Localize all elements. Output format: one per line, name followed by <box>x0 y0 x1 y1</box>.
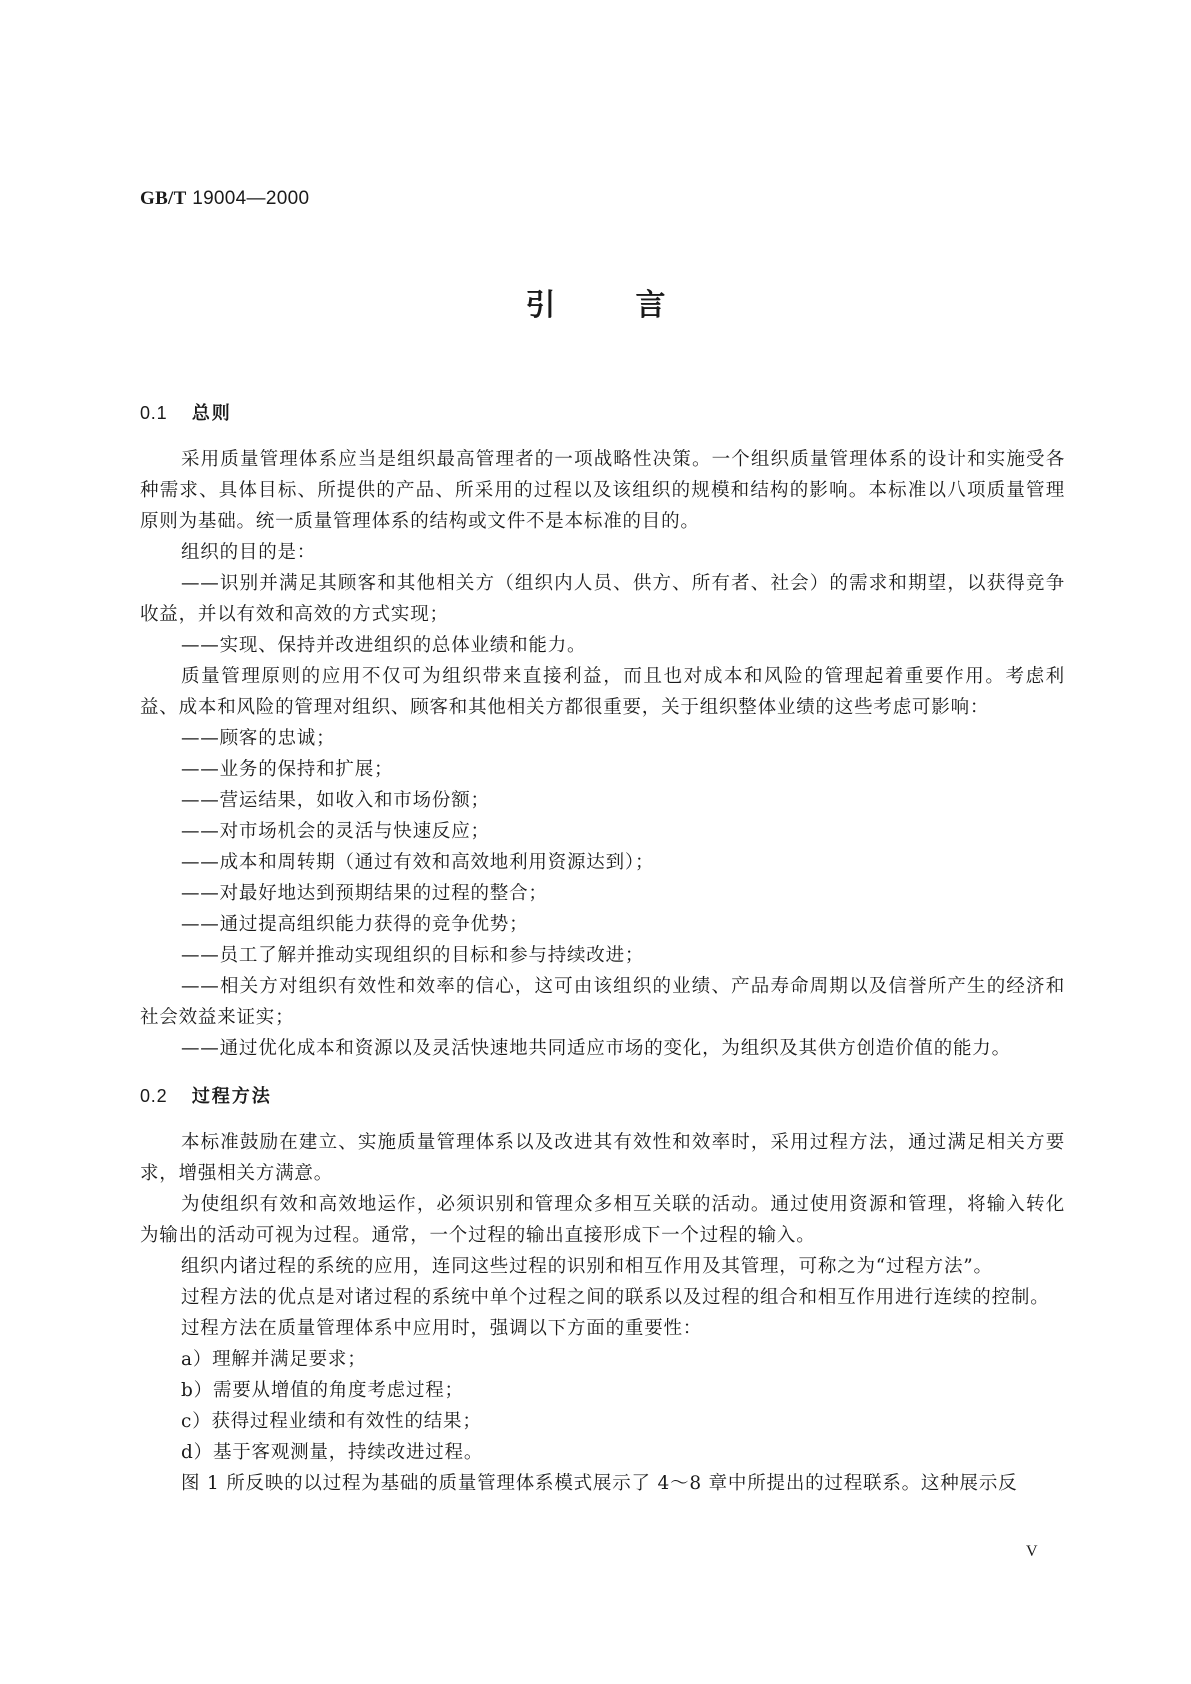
list-item: ——营运结果，如收入和市场份额； <box>181 790 490 811</box>
section-title: 总则 <box>191 403 232 423</box>
page-number: V <box>1026 1543 1038 1560</box>
list-item: d）基于客观测量，持续改进过程。 <box>181 1442 484 1463</box>
standard-number: 19004—2000 <box>192 188 310 209</box>
paragraph: 为使组织有效和高效地运作，必须识别和管理众多相互关联的活动。通过使用资源和管理，将输入转化为输出的活动可视为过程。通常，一个过程的输出直接形成下一个过程的输入。 <box>140 1194 1065 1246</box>
list-item: ——员工了解并推动实现组织的目标和参与持续改进； <box>181 945 645 966</box>
list-item: ——成本和周转期（通过有效和高效地利用资源达到）； <box>181 852 655 873</box>
list-item: c）获得过程业绩和有效性的结果； <box>181 1411 482 1432</box>
section-heading <box>140 1081 1065 1112</box>
list-item: ——相关方对组织有效性和效率的信心，这可由该组织的业绩、产品寿命周期以及信誉所产生的经济和社会效益来证实； <box>140 976 1065 1028</box>
list-item: ——对市场机会的灵活与快速反应； <box>181 821 490 842</box>
list-item: ——业务的保持和扩展； <box>181 759 394 780</box>
document-code-header <box>140 188 309 210</box>
list-item: b）需要从增值的角度考虑过程； <box>181 1380 464 1401</box>
list-item: ——识别并满足其顾客和其他相关方（组织内人员、供方、所有者、社会）的需求和期望，以获得竞争收益，并以有效和高效的方式实现； <box>140 573 1065 625</box>
section-number: 0.1 <box>140 403 168 423</box>
section-title: 过程方法 <box>191 1086 272 1106</box>
list-item: a）理解并满足要求； <box>181 1349 367 1370</box>
section-heading <box>140 398 1065 429</box>
paragraph: 过程方法的优点是对诸过程的系统中单个过程之间的联系以及过程的组合和相互作用进行连续的控制。 <box>181 1287 1050 1308</box>
paragraph: 采用质量管理体系应当是组织最高管理者的一项战略性决策。一个组织质量管理体系的设计和实施受各种需求、具体目标、所提供的产品、所采用的过程以及该组织的规模和结构的影响。本标准以八项质量管理原则为基础。统一质量管理体系的结构或文件不是本标准的目的。 <box>140 449 1065 532</box>
document-body <box>140 398 1065 1499</box>
page-title: 引言 <box>525 288 746 323</box>
list-item: ——顾客的忠诚； <box>181 728 336 749</box>
paragraph: 本标准鼓励在建立、实施质量管理体系以及改进其有效性和效率时，采用过程方法，通过满足相关方要求，增强相关方满意。 <box>140 1132 1065 1184</box>
paragraph: 组织的目的是： <box>181 542 317 563</box>
standard-prefix: GB/T <box>140 188 187 209</box>
paragraph: 质量管理原则的应用不仅可为组织带来直接利益，而且也对成本和风险的管理起着重要作用。考虑利益、成本和风险的管理对组织、顾客和其他相关方都很重要，关于组织整体业绩的这些考虑可影响： <box>140 666 1065 718</box>
paragraph: 过程方法在质量管理体系中应用时，强调以下方面的重要性： <box>181 1318 703 1339</box>
list-item: ——实现、保持并改进组织的总体业绩和能力。 <box>181 635 587 656</box>
paragraph: 图 1 所反映的以过程为基础的质量管理体系模式展示了 4～8 章中所提出的过程联系。这种展示反 <box>181 1473 1018 1494</box>
section-number: 0.2 <box>140 1086 168 1106</box>
list-item: ——通过提高组织能力获得的竞争优势； <box>181 914 529 935</box>
paragraph: 组织内诸过程的系统的应用，连同这些过程的识别和相互作用及其管理，可称之为“过程方法”。 <box>181 1256 993 1277</box>
list-item: ——对最好地达到预期结果的过程的整合； <box>181 883 548 904</box>
list-item: ——通过优化成本和资源以及灵活快速地共同适应市场的变化，为组织及其供方创造价值的能力。 <box>181 1038 1011 1059</box>
